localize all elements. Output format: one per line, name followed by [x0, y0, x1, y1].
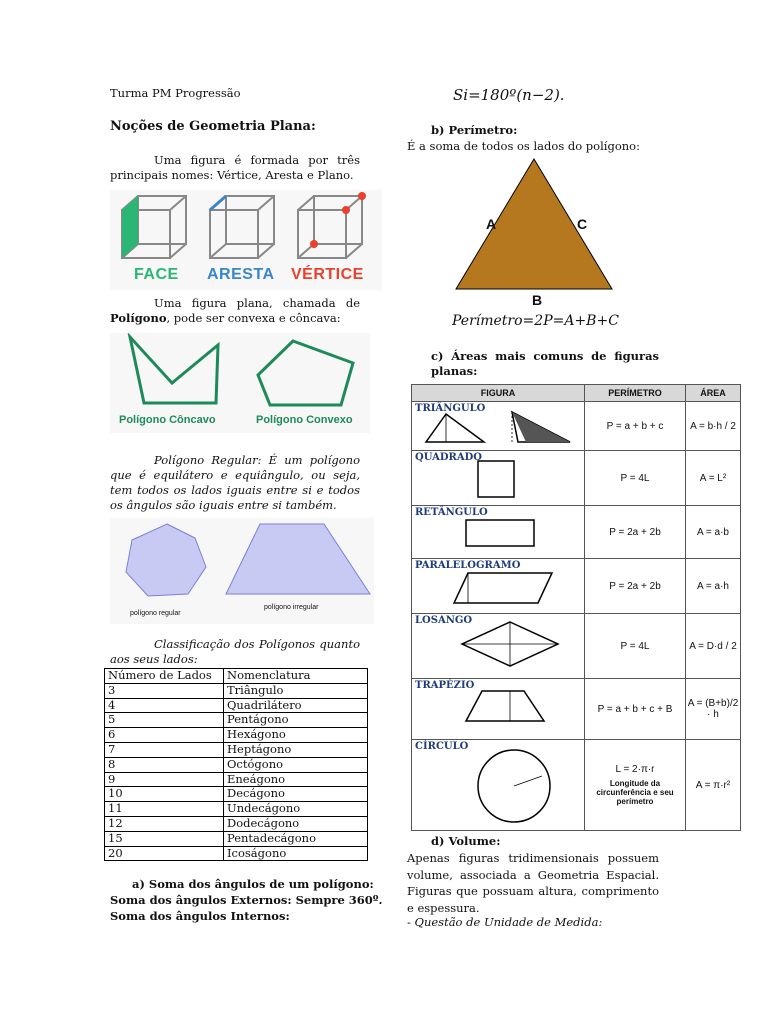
- internal-angle-sum: Soma dos ângulos Internos:: [110, 909, 290, 923]
- shape-area: A = (B+b)/2 · h: [686, 679, 741, 740]
- shape-perimeter: P = 2a + 2b: [585, 506, 686, 559]
- circle-shape-icon: [412, 740, 580, 828]
- face-label: FACE: [134, 266, 179, 283]
- irregular-trapezoid: [226, 524, 370, 594]
- sides-count-cell: 10: [105, 787, 224, 802]
- classification-paragraph: Classificação dos Polígonos quanto aos seus lados:: [110, 637, 360, 666]
- sides-count-cell: 9: [105, 772, 224, 787]
- section-a-heading: a) Soma dos ângulos de um polígono:: [132, 877, 374, 891]
- shape-figure-cell: [412, 614, 585, 679]
- table-header: Número de Lados: [105, 669, 224, 684]
- side-b-label: B: [532, 292, 543, 308]
- shape-row: [412, 451, 741, 506]
- shape-area: A = a·h: [686, 559, 741, 614]
- shape-name: TRAPÉZIO: [415, 680, 475, 691]
- polygon-name-cell: Icoságono: [224, 846, 368, 861]
- volume-paragraph: Apenas figuras tridimensionais possuem volume, associada a Geometria Espacial. Figuras que possuam altura, comprimento e espessura.: [407, 851, 659, 915]
- concave-label: Polígono Côncavo: [119, 414, 216, 426]
- sides-count-cell: 6: [105, 728, 224, 743]
- circle-perimeter-note: Longitude da circunferência e seu perímetro: [596, 779, 674, 806]
- edge-label: ARESTA: [207, 266, 275, 283]
- sides-count-cell: 8: [105, 757, 224, 772]
- external-angle-sum: Soma dos ângulos Externos: Sempre 360º.: [110, 893, 383, 907]
- vertex-label: VÉRTICE: [291, 266, 364, 283]
- shape-area: A = L²: [686, 451, 741, 506]
- regular-label: polígono regular: [130, 610, 181, 617]
- section-c-heading: c) Áreas mais comuns de figuras planas:: [431, 349, 659, 378]
- shape-row: [412, 679, 741, 740]
- concave-polygon: [130, 337, 218, 403]
- sides-count-cell: 4: [105, 698, 224, 713]
- shape-name: RETÂNGULO: [415, 507, 488, 518]
- shape-perimeter-cell: [585, 740, 686, 831]
- shape-area: A = π·r²: [686, 740, 741, 831]
- polygon-name-cell: Eneágono: [224, 772, 368, 787]
- table-row: [105, 772, 368, 787]
- shape-perimeter: P = 4L: [585, 614, 686, 679]
- polygon-name-cell: Decágono: [224, 787, 368, 802]
- table-header: Nomenclatura: [224, 669, 368, 684]
- table-row: [105, 757, 368, 772]
- shape-row: [412, 506, 741, 559]
- page-title: Noções de Geometria Plana:: [110, 119, 316, 134]
- shape-name: LOSANGO: [415, 615, 473, 626]
- table-row: [105, 802, 368, 817]
- shape-perimeter: P = 2a + 2b: [585, 559, 686, 614]
- table-row: [105, 787, 368, 802]
- vertex-dot: [310, 240, 318, 248]
- section-d-heading: d) Volume:: [431, 834, 501, 848]
- polygon-types-figure: [110, 333, 370, 433]
- table-row: [105, 816, 368, 831]
- volume-note: - Questão de Unidade de Medida:: [407, 915, 603, 929]
- side-a-label: A: [486, 216, 497, 232]
- shapes-table: [411, 384, 741, 831]
- shapes-header-row: [412, 385, 741, 402]
- shape-row: [412, 614, 741, 679]
- shapes-header: PERÍMETRO: [585, 385, 686, 402]
- triangle-figure: [450, 153, 616, 311]
- shape-perimeter: P = a + b + c + B: [585, 679, 686, 740]
- shape-figure-cell: [412, 679, 585, 740]
- regular-polygon-paragraph: Polígono Regular: É um polígono que é equilátero e equiângulo, ou seja, tem todos os lados iguais entre si e todos os ângulos são iguais entre si também.: [110, 453, 360, 512]
- shape-perimeter: P = 4L: [585, 451, 686, 506]
- shape-name: TRIÂNGULO: [415, 403, 486, 414]
- polygon-name-cell: Undecágono: [224, 802, 368, 817]
- shape-row: [412, 740, 741, 831]
- sides-count-cell: 3: [105, 683, 224, 698]
- table-row: [105, 742, 368, 757]
- shape-figure-cell: [412, 506, 585, 559]
- shape-figure-cell: [412, 402, 585, 451]
- shape-area: A = D·d / 2: [686, 614, 741, 679]
- table-row: [105, 713, 368, 728]
- perimeter-triangle: [456, 159, 612, 289]
- shape-area: A = a·b: [686, 506, 741, 559]
- table-row: [105, 698, 368, 713]
- polygon-name-cell: Quadrilátero: [224, 698, 368, 713]
- side-c-label: C: [577, 216, 588, 232]
- regular-irregular-figure: [110, 518, 374, 624]
- polygon-name-cell: Triângulo: [224, 683, 368, 698]
- shape-name: PARALELOGRAMO: [415, 560, 521, 571]
- table-row: [105, 683, 368, 698]
- vertex-dot: [342, 206, 350, 214]
- regular-heptagon: [126, 524, 206, 596]
- perimeter-formula: Perímetro=2P=A+B+C: [452, 313, 619, 329]
- shape-area: A = b·h / 2: [686, 402, 741, 451]
- shape-row: [412, 402, 741, 451]
- polygon-name-cell: Hexágono: [224, 728, 368, 743]
- table-row: [105, 728, 368, 743]
- regular-drawings: [110, 518, 374, 604]
- polygon-intro: Uma figura plana, chamada de Polígono, pode ser convexa e côncava:: [110, 296, 360, 325]
- polygon-name-cell: Dodecágono: [224, 816, 368, 831]
- convex-polygon: [258, 341, 353, 405]
- shape-name: CÍRCULO: [415, 741, 469, 752]
- sides-count-cell: 7: [105, 742, 224, 757]
- shape-figure-cell: [412, 559, 585, 614]
- shape-name: QUADRADO: [415, 452, 483, 463]
- shapes-header: ÁREA: [686, 385, 741, 402]
- shape-perimeter: L = 2·π·r: [615, 764, 655, 775]
- polygon-name-cell: Pentágono: [224, 713, 368, 728]
- polygon-name-cell: Octógono: [224, 757, 368, 772]
- sides-count-cell: 20: [105, 846, 224, 861]
- shape-perimeter: P = a + b + c: [585, 402, 686, 451]
- polygon-drawings: [110, 333, 370, 413]
- shapes-header: FIGURA: [412, 385, 585, 402]
- section-b-heading: b) Perímetro:: [431, 123, 518, 137]
- table-row: [105, 831, 368, 846]
- face-highlight: [122, 196, 138, 258]
- sides-table: [104, 668, 368, 861]
- polygon-name-cell: Heptágono: [224, 742, 368, 757]
- triangle-drawing: [450, 153, 616, 311]
- cube-figure: [110, 190, 382, 290]
- shape-figure-cell: [412, 451, 585, 506]
- interior-sum-formula: Si=180º(n−2).: [453, 86, 565, 104]
- irregular-label: polígono irregular: [264, 604, 319, 611]
- edge-highlight: [210, 196, 226, 210]
- table-header-row: [105, 669, 368, 684]
- intro-paragraph: Uma figura é formada por três principais nomes: Vértice, Aresta e Plano.: [110, 153, 360, 182]
- shape-row: [412, 559, 741, 614]
- table-row: [105, 846, 368, 861]
- sides-count-cell: 5: [105, 713, 224, 728]
- sides-count-cell: 12: [105, 816, 224, 831]
- perimeter-definition: É a soma de todos os lados do polígono:: [407, 139, 640, 153]
- sides-count-cell: 11: [105, 802, 224, 817]
- class-label: Turma PM Progressão: [110, 86, 241, 100]
- convex-label: Polígono Convexo: [256, 414, 353, 426]
- vertex-dot: [358, 192, 366, 200]
- shape-figure-cell: [412, 740, 585, 831]
- polygon-name-cell: Pentadecágono: [224, 831, 368, 846]
- sides-count-cell: 15: [105, 831, 224, 846]
